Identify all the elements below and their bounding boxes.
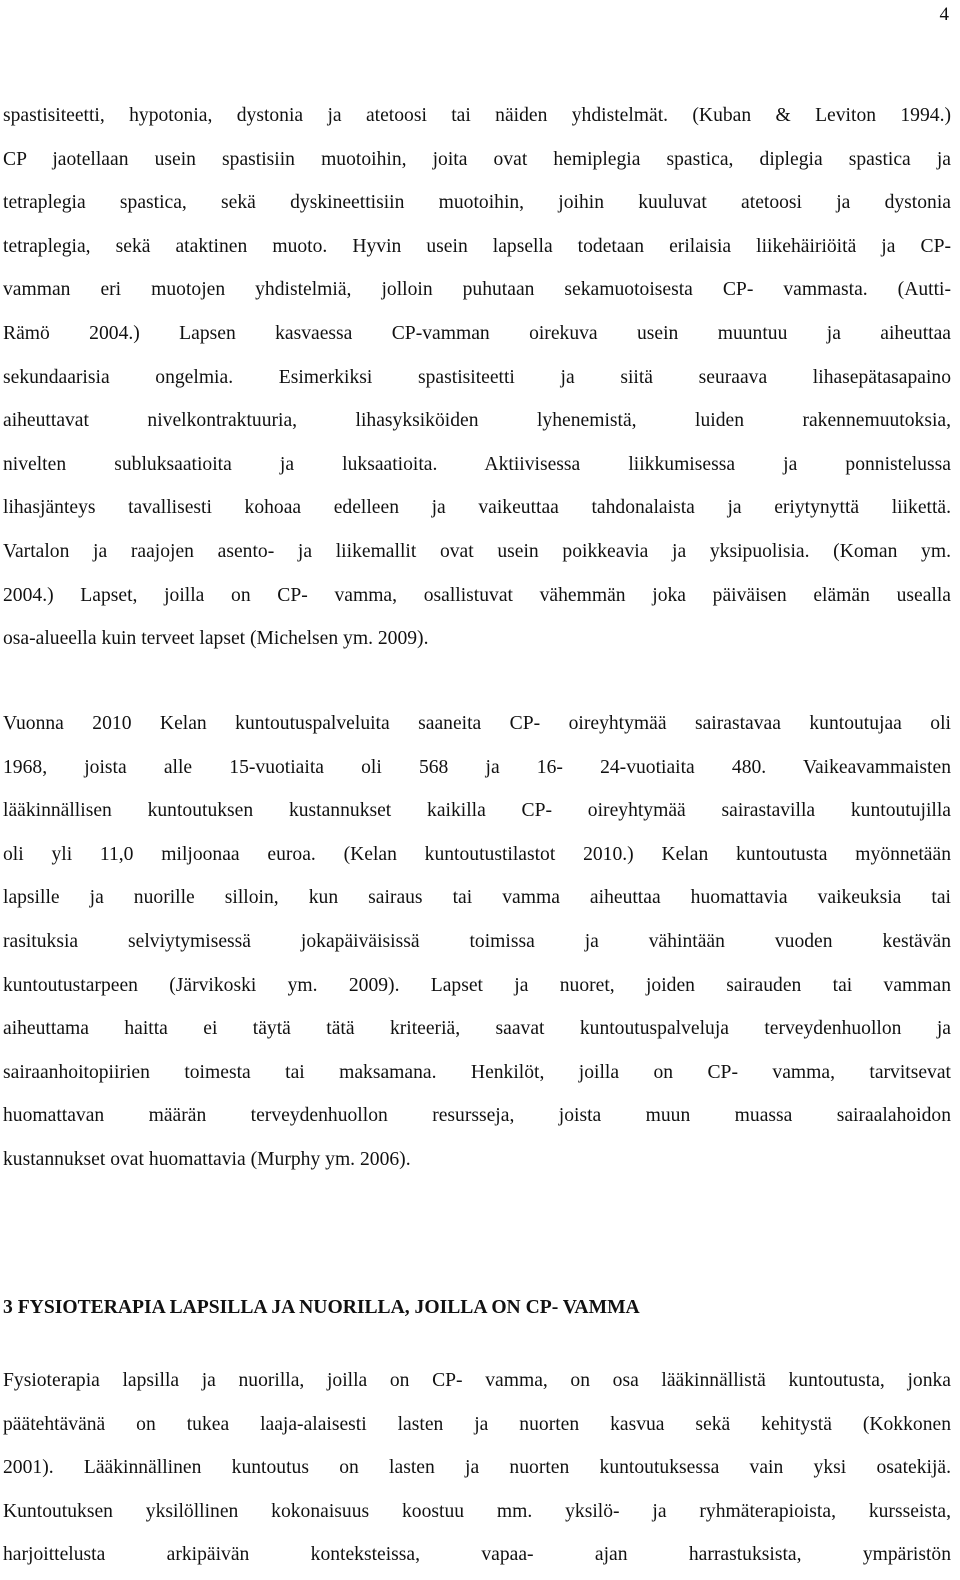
text-line: spastisiteetti, hypotonia, dystonia ja atetoosi tai näiden yhdistelmät. (Kuban & Leviton 1994.) (3, 105, 951, 126)
text-line: Kuntoutuksen yksilöllinen kokonaisuus koostuu mm. yksilö- ja ryhmäterapioista, kursseista, (3, 1500, 951, 1522)
text-line: 2001). Lääkinnällinen kuntoutus on lasten ja nuorten kuntoutuksessa vain yksi osatekijä. (3, 1457, 951, 1479)
text-line: 1968, joista alle 15-vuotiaita oli 568 ja 16- 24-vuotiaita 480. Vaikeavammaisten (3, 756, 951, 778)
text-line: sekundaarisia ongelmia. Esimerkiksi spastisiteetti ja siitä seuraava lihasepätasapaino (3, 366, 951, 388)
text-line: osa-alueella kuin terveet lapset (Michelsen ym. 2009). (3, 628, 429, 650)
text-line: tetraplegia, sekä ataktinen muoto. Hyvin usein lapsella todetaan erilaisia liikehäiriöitä ja CP- (3, 235, 951, 257)
text-line: 2004.) Lapset, joilla on CP- vamma, osallistuvat vähemmän joka päiväisen elämän usealla (3, 584, 951, 606)
text-line: vamman eri muotojen yhdistelmiä, jolloin puhutaan sekamuotoisesta CP- vammasta. (Autti- (3, 279, 951, 301)
paragraph-cp-forms (3, 94, 951, 661)
text-line: päätehtävänä on tukea laaja-alaisesti lasten ja nuorten kasvua sekä kehitystä (Kokkonen (3, 1413, 951, 1435)
text-line: lihasjänteys tavallisesti kohoaa edelleen ja vaikeuttaa tahdonalaista ja eriytynyttä liikettä. (3, 497, 951, 519)
text-line: lapsille ja nuorille silloin, kun sairaus tai vamma aiheuttaa huomattavia vaikeuksia tai (3, 887, 951, 909)
text-line: huomattavan määrän terveydenhuollon resursseja, joista muun muassa sairaalahoidon (3, 1105, 951, 1127)
paragraph-kela-rehabilitation (3, 702, 951, 1182)
text-line: Rämö 2004.) Lapsen kasvaessa CP-vamman oirekuva usein muuntuu ja aiheuttaa (3, 322, 951, 344)
text-line: aiheuttavat nivelkontraktuuria, lihasyksiköiden lyhenemistä, luiden rakennemuutoksia, (3, 410, 951, 432)
text-line: aiheuttama haitta ei täytä tätä kriteeriä, saavat kuntoutuspalveluja terveydenhuollon ja (3, 1018, 951, 1040)
section-heading: 3 FYSIOTERAPIA LAPSILLA JA NUORILLA, JOILLA ON CP- VAMMA (3, 1297, 640, 1318)
text-line: lääkinnällisen kuntoutuksen kustannukset kaikilla CP- oireyhtymää sairastavilla kuntoutujilla (3, 800, 951, 822)
text-line: Vuonna 2010 Kelan kuntoutuspalveluita saaneita CP- oireyhtymää sairastavaa kuntoutujaa oli (3, 713, 951, 734)
text-line: tetraplegia spastica, sekä dyskineettisiin muotoihin, joihin kuuluvat atetoosi ja dystonia (3, 192, 951, 214)
text-line: CP jaotellaan usein spastisiin muotoihin, joita ovat hemiplegia spastica, diplegia spastica ja (3, 148, 951, 170)
text-line: nivelten subluksaatioita ja luksaatioita. Aktiivisessa liikkumisessa ja ponnistelussa (3, 453, 951, 475)
text-line: harjoittelusta arkipäivän konteksteissa, vapaa- ajan harrastuksista, ympäristön (3, 1544, 951, 1566)
text-line: Fysioterapia lapsilla ja nuorilla, joilla on CP- vamma, on osa lääkinnällistä kuntoutusta, jonka (3, 1370, 951, 1391)
text-line: rasituksia selviytymisessä jokapäiväisissä toimissa ja vähintään vuoden kestävän (3, 930, 951, 952)
text-line: sairaanhoitopiirien toimesta tai maksamana. Henkilöt, joilla on CP- vamma, tarvitsevat (3, 1061, 951, 1083)
text-line: kustannukset ovat huomattavia (Murphy ym. 2006). (3, 1148, 411, 1170)
text-line: Vartalon ja raajojen asento- ja liikemallit ovat usein poikkeavia ja yksipuolisia. (Koman ym. (3, 540, 951, 562)
page-number: 4 (939, 4, 949, 25)
text-line: oli yli 11,0 miljoonaa euroa. (Kelan kuntoutustilastot 2010.) Kelan kuntoutusta myönnetään (3, 843, 951, 865)
text-line: kuntoutustarpeen (Järvikoski ym. 2009). Lapset ja nuoret, joiden sairauden tai vamman (3, 974, 951, 996)
paragraph-physiotherapy (3, 1359, 951, 1577)
